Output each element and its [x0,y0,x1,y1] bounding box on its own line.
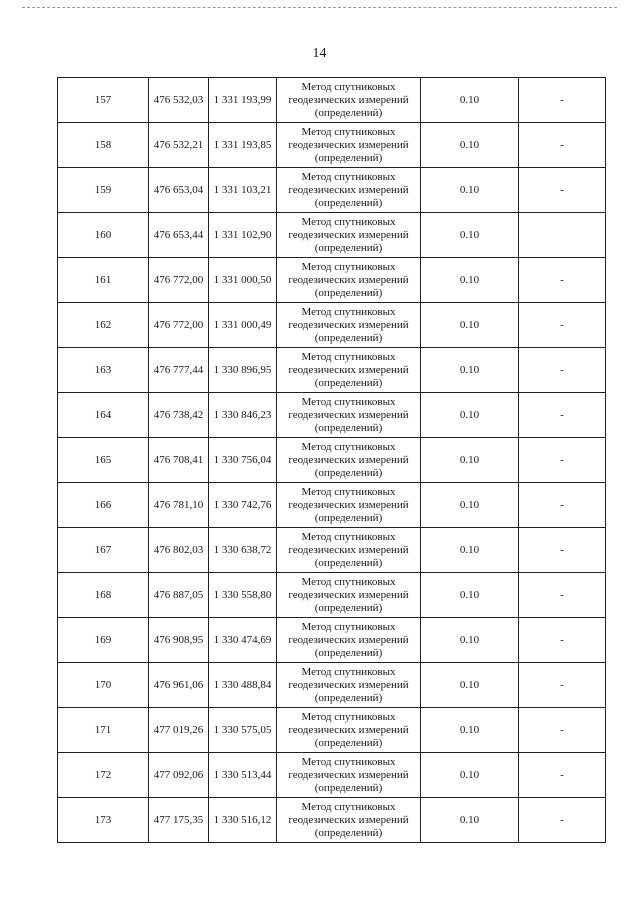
method-line-2: геодезических измерений [288,543,409,556]
note-value: - [560,588,564,601]
y-coordinate: 1 330 638,72 [213,543,272,556]
accuracy-value: 0.10 [459,498,480,511]
y-coordinate-cell [209,798,277,843]
y-coordinate-cell [209,483,277,528]
method-line-2: геодезических измерений [288,723,409,736]
method-line-2: геодезических измерений [288,183,409,196]
x-coordinate-cell [149,708,209,753]
method-cell [277,663,421,708]
point-number-cell [58,528,149,573]
point-number-cell [58,303,149,348]
y-coordinate-cell [209,753,277,798]
note-cell [519,213,606,258]
y-coordinate: 1 330 575,05 [213,723,272,736]
method-line-3: (определений) [314,151,383,164]
point-number: 160 [94,228,112,241]
table-row [58,303,606,348]
x-coordinate: 476 802,03 [153,543,204,556]
x-coordinate-cell [149,528,209,573]
point-number: 165 [94,453,112,466]
point-number-cell [58,438,149,483]
y-coordinate: 1 330 846,23 [213,408,272,421]
table-row [58,258,606,303]
point-number-cell [58,168,149,213]
accuracy-value: 0.10 [459,633,480,646]
note-value: - [560,768,564,781]
accuracy-cell [421,483,519,528]
accuracy-cell [421,213,519,258]
point-number-cell [58,663,149,708]
y-coordinate-cell [209,573,277,618]
accuracy-value: 0.10 [459,408,480,421]
y-coordinate-cell [209,708,277,753]
x-coordinate: 476 908,95 [153,633,204,646]
method-line-1: Метод спутниковых [301,710,396,723]
y-coordinate-cell [209,438,277,483]
accuracy-cell [421,438,519,483]
method-cell [277,528,421,573]
x-coordinate-cell [149,438,209,483]
y-coordinate: 1 331 193,85 [213,138,272,151]
point-number: 157 [94,93,112,106]
x-coordinate-cell [149,78,209,123]
point-number: 170 [94,678,112,691]
x-coordinate-cell [149,573,209,618]
point-number-cell [58,393,149,438]
x-coordinate: 476 738,42 [153,408,204,421]
x-coordinate: 476 887,05 [153,588,204,601]
method-cell [277,213,421,258]
y-coordinate-cell [209,393,277,438]
accuracy-cell [421,348,519,393]
y-coordinate: 1 331 102,90 [213,228,272,241]
note-value: - [560,183,564,196]
y-coordinate: 1 330 756,04 [213,453,272,466]
accuracy-value: 0.10 [459,93,480,106]
method-cell [277,303,421,348]
method-line-2: геодезических измерений [288,768,409,781]
note-cell [519,438,606,483]
method-line-1: Метод спутниковых [301,350,396,363]
table-row [58,168,606,213]
method-cell [277,438,421,483]
point-number-cell [58,78,149,123]
method-line-3: (определений) [314,556,383,569]
method-line-3: (определений) [314,601,383,614]
method-line-2: геодезических измерений [288,498,409,511]
note-value: - [560,318,564,331]
note-cell [519,168,606,213]
method-line-3: (определений) [314,421,383,434]
note-value: - [560,453,564,466]
point-number: 168 [94,588,112,601]
method-line-1: Метод спутниковых [301,125,396,138]
accuracy-value: 0.10 [459,363,480,376]
method-cell [277,618,421,663]
method-line-2: геодезических измерений [288,363,409,376]
note-value: - [560,723,564,736]
method-line-2: геодезических измерений [288,93,409,106]
method-line-2: геодезических измерений [288,453,409,466]
method-line-1: Метод спутниковых [301,80,396,93]
note-cell [519,393,606,438]
x-coordinate-cell [149,798,209,843]
method-line-2: геодезических измерений [288,318,409,331]
note-cell [519,573,606,618]
x-coordinate: 476 772,00 [153,318,204,331]
method-cell [277,258,421,303]
x-coordinate: 477 092,06 [153,768,204,781]
note-value: - [560,633,564,646]
method-line-2: геодезических измерений [288,588,409,601]
method-line-2: геодезических измерений [288,408,409,421]
x-coordinate-cell [149,663,209,708]
note-cell [519,303,606,348]
accuracy-value: 0.10 [459,813,480,826]
x-coordinate-cell [149,258,209,303]
method-line-2: геодезических измерений [288,678,409,691]
y-coordinate-cell [209,168,277,213]
note-cell [519,618,606,663]
point-number-cell [58,618,149,663]
x-coordinate-cell [149,303,209,348]
note-value: - [560,138,564,151]
accuracy-value: 0.10 [459,543,480,556]
table-row [58,78,606,123]
method-line-2: геодезических измерений [288,273,409,286]
table-row [58,213,606,258]
y-coordinate-cell [209,78,277,123]
point-number: 171 [94,723,112,736]
note-value: - [560,678,564,691]
method-line-1: Метод спутниковых [301,305,396,318]
point-number-cell [58,123,149,168]
accuracy-cell [421,618,519,663]
table-body [58,78,606,843]
x-coordinate: 476 961,06 [153,678,204,691]
accuracy-cell [421,528,519,573]
y-coordinate-cell [209,348,277,393]
note-cell [519,258,606,303]
accuracy-value: 0.10 [459,138,480,151]
coordinates-table [57,77,606,843]
accuracy-value: 0.10 [459,273,480,286]
x-coordinate-cell [149,483,209,528]
y-coordinate-cell [209,123,277,168]
note-value: - [560,498,564,511]
accuracy-cell [421,303,519,348]
x-coordinate: 476 772,00 [153,273,204,286]
point-number: 162 [94,318,112,331]
accuracy-value: 0.10 [459,228,480,241]
note-cell [519,708,606,753]
method-cell [277,348,421,393]
y-coordinate-cell [209,213,277,258]
point-number-cell [58,753,149,798]
method-line-1: Метод спутниковых [301,620,396,633]
y-coordinate: 1 330 488,84 [213,678,272,691]
y-coordinate-cell [209,663,277,708]
x-coordinate: 476 777,44 [153,363,204,376]
x-coordinate: 476 708,41 [153,453,204,466]
note-value: - [560,408,564,421]
method-cell [277,798,421,843]
accuracy-value: 0.10 [459,588,480,601]
x-coordinate-cell [149,168,209,213]
accuracy-cell [421,663,519,708]
y-coordinate-cell [209,303,277,348]
method-cell [277,123,421,168]
x-coordinate: 476 532,21 [153,138,204,151]
method-line-3: (определений) [314,646,383,659]
method-line-1: Метод спутниковых [301,485,396,498]
note-cell [519,123,606,168]
note-value: - [560,813,564,826]
method-line-2: геодезических измерений [288,138,409,151]
y-coordinate: 1 331 000,50 [213,273,272,286]
method-line-3: (определений) [314,196,383,209]
x-coordinate: 476 653,04 [153,183,204,196]
table-row [58,753,606,798]
point-number: 173 [94,813,112,826]
method-line-1: Метод спутниковых [301,575,396,588]
method-line-1: Метод спутниковых [301,755,396,768]
method-line-1: Метод спутниковых [301,530,396,543]
table-row [58,798,606,843]
method-line-3: (определений) [314,691,383,704]
method-line-3: (определений) [314,736,383,749]
x-coordinate: 477 175,35 [153,813,204,826]
y-coordinate-cell [209,528,277,573]
method-line-1: Метод спутниковых [301,395,396,408]
table-row [58,618,606,663]
note-value: - [560,273,564,286]
y-coordinate: 1 331 103,21 [213,183,272,196]
point-number: 164 [94,408,112,421]
x-coordinate-cell [149,393,209,438]
y-coordinate: 1 331 193,99 [213,93,272,106]
point-number-cell [58,708,149,753]
note-cell [519,483,606,528]
method-line-3: (определений) [314,826,383,839]
method-line-2: геодезических измерений [288,633,409,646]
x-coordinate-cell [149,753,209,798]
table-row [58,348,606,393]
method-line-2: геодезических измерений [288,228,409,241]
x-coordinate: 476 653,44 [153,228,204,241]
x-coordinate: 476 781,10 [153,498,204,511]
table-row [58,393,606,438]
point-number-cell [58,258,149,303]
note-value: - [560,93,564,106]
note-cell [519,753,606,798]
method-cell [277,483,421,528]
x-coordinate-cell [149,123,209,168]
accuracy-value: 0.10 [459,453,480,466]
method-line-3: (определений) [314,286,383,299]
note-cell [519,663,606,708]
method-cell [277,168,421,213]
method-line-3: (определений) [314,511,383,524]
y-coordinate: 1 330 474,69 [213,633,272,646]
method-line-1: Метод спутниковых [301,440,396,453]
accuracy-cell [421,168,519,213]
point-number: 172 [94,768,112,781]
note-cell [519,348,606,393]
accuracy-cell [421,708,519,753]
accuracy-cell [421,393,519,438]
point-number: 169 [94,633,112,646]
x-coordinate-cell [149,213,209,258]
note-value: - [560,543,564,556]
method-line-1: Метод спутниковых [301,665,396,678]
method-line-3: (определений) [314,466,383,479]
point-number-cell [58,213,149,258]
note-cell [519,78,606,123]
accuracy-value: 0.10 [459,768,480,781]
method-line-1: Метод спутниковых [301,800,396,813]
method-line-1: Метод спутниковых [301,170,396,183]
method-line-3: (определений) [314,241,383,254]
accuracy-cell [421,573,519,618]
page-number: 14 [312,46,327,61]
y-coordinate: 1 330 558,80 [213,588,272,601]
point-number: 161 [94,273,112,286]
point-number: 158 [94,138,112,151]
method-line-3: (определений) [314,106,383,119]
x-coordinate: 476 532,03 [153,93,204,106]
method-line-1: Метод спутниковых [301,215,396,228]
table-row [58,483,606,528]
method-line-1: Метод спутниковых [301,260,396,273]
table-row [58,438,606,483]
point-number: 159 [94,183,112,196]
point-number: 163 [94,363,112,376]
x-coordinate: 477 019,26 [153,723,204,736]
method-cell [277,708,421,753]
y-coordinate: 1 330 742,76 [213,498,272,511]
point-number: 166 [94,498,112,511]
point-number-cell [58,348,149,393]
x-coordinate-cell [149,348,209,393]
method-line-2: геодезических измерений [288,813,409,826]
accuracy-value: 0.10 [459,723,480,736]
note-value: - [560,363,564,376]
accuracy-value: 0.10 [459,183,480,196]
x-coordinate-cell [149,618,209,663]
table-row [58,528,606,573]
note-cell [519,528,606,573]
y-coordinate-cell [209,258,277,303]
point-number-cell [58,483,149,528]
y-coordinate: 1 330 513,44 [213,768,272,781]
table-row [58,708,606,753]
accuracy-cell [421,798,519,843]
note-cell [519,798,606,843]
accuracy-value: 0.10 [459,678,480,691]
y-coordinate-cell [209,618,277,663]
point-number-cell [58,798,149,843]
method-cell [277,393,421,438]
table-row [58,573,606,618]
method-cell [277,78,421,123]
method-cell [277,573,421,618]
y-coordinate: 1 330 516,12 [213,813,272,826]
accuracy-cell [421,123,519,168]
table-row [58,663,606,708]
accuracy-cell [421,258,519,303]
method-line-3: (определений) [314,331,383,344]
point-number: 167 [94,543,112,556]
accuracy-value: 0.10 [459,318,480,331]
y-coordinate: 1 330 896,95 [213,363,272,376]
method-line-3: (определений) [314,376,383,389]
method-cell [277,753,421,798]
y-coordinate: 1 331 000,49 [213,318,272,331]
accuracy-cell [421,753,519,798]
point-number-cell [58,573,149,618]
accuracy-cell [421,78,519,123]
top-rule [22,7,617,8]
table-row [58,123,606,168]
method-line-3: (определений) [314,781,383,794]
